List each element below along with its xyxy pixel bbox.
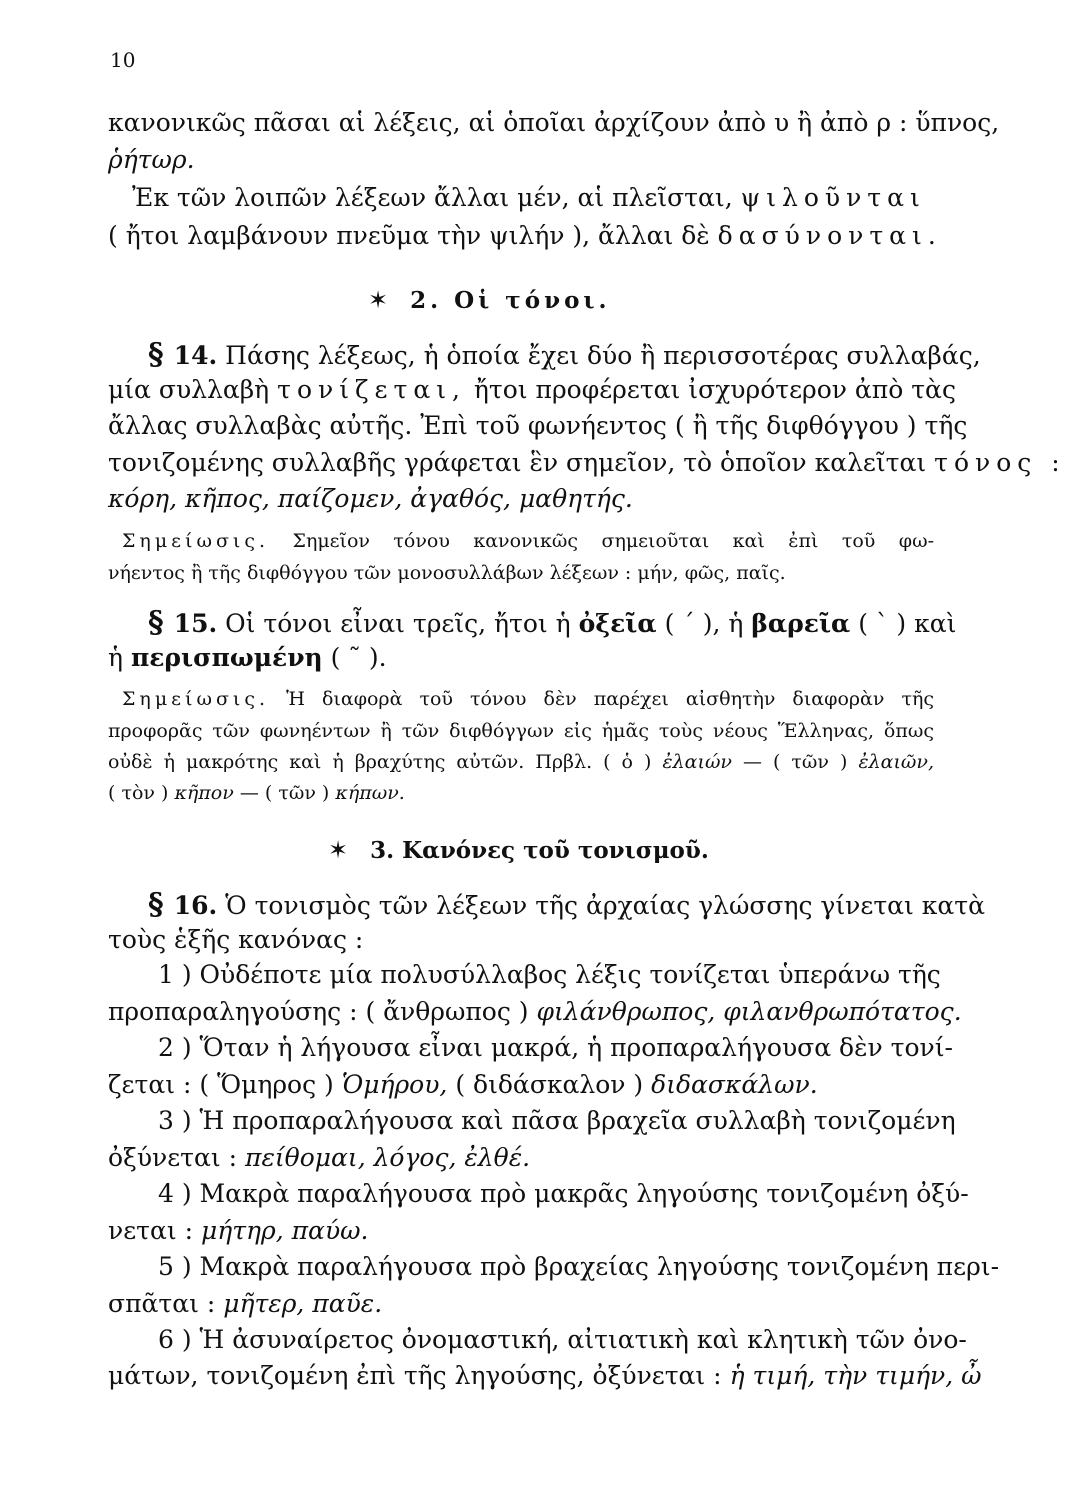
section-sign: § <box>148 605 164 640</box>
page-number: 10 <box>110 48 136 72</box>
rule-1: 1 ) Οὐδέποτε μία πολυσύλλαβος λέξις τονίζεται ὑπεράνω τῆς <box>158 960 941 989</box>
note-line: νήεντος ἢ τῆς διφθόγγου τῶν μονοσυλλάβων λέξεων : μήν, φῶς, παῖς. <box>108 562 786 584</box>
rule-4: 4 ) Μακρὰ παραλήγουσα πρὸ μακρᾶς ληγούσης τονιζομένη ὀξύ- <box>158 1179 969 1208</box>
paragraph-line: ἄλλας συλλαβὰς αὐτῆς. Ἐπὶ τοῦ φωνήεντος ( ἢ τῆς διφθόγγου ) τῆς <box>108 411 968 440</box>
intro-line: ( ἤτοι λαμβάνουν πνεῦμα τὴν ψιλήν ), ἄλλαι δὲ δασύνονται. <box>108 221 942 250</box>
rule-3-cont: ὀξύνεται : πείθομαι, λόγος, ἐλθέ. <box>108 1143 531 1172</box>
paragraph-16: § 16. Ὁ τονισμὸς τῶν λέξεων τῆς ἀρχαίας γλώσσης γίνεται κατὰ <box>148 887 985 922</box>
rule-6-cont: μάτων, τονιζομένη ἐπὶ τῆς ληγούσης, ὀξύνεται : ἡ τιμή, τὴν τιμήν, ὦ <box>108 1361 982 1390</box>
rule-2: 2 ) Ὅταν ἡ λήγουσα εἶναι μακρά, ἡ προπαραλήγουσα δὲν τονί- <box>158 1033 953 1062</box>
note-line: Σημείωσις. Σημεῖον τόνου κανονικῶς σημειοῦται καὶ ἐπὶ τοῦ φω- <box>122 530 935 552</box>
intro-example: ῥήτωρ. <box>108 145 195 174</box>
note-label: Σημείωσις. <box>122 530 270 552</box>
paragraph-line: τονιζομένης συλλαβῆς γράφεται ἓν σημεῖον, τὸ ὁποῖον καλεῖται τόνος : <box>108 448 1066 477</box>
section-sign: § <box>148 887 164 922</box>
rule-5-cont: σπᾶται : μῆτερ, παῦε. <box>108 1289 383 1318</box>
section-heading: ✶ 3. Κανόνες τοῦ τονισμοῦ. <box>328 836 709 864</box>
intro-line: κανονικῶς πᾶσαι αἱ λέξεις, αἱ ὁποῖαι ἀρχίζουν ἀπὸ υ ἢ ἀπὸ ρ : ὕπνος, <box>108 108 1000 137</box>
note-label: Σημείωσις. <box>122 688 270 710</box>
intro-line: Ἐκ τῶν λοιπῶν λέξεων ἄλλαι μέν, αἱ πλεῖσται, ψιλοῦνται <box>132 183 926 212</box>
rule-4-cont: νεται : μήτηρ, παύω. <box>108 1216 369 1245</box>
paragraph-line: ἡ περισπωμένη ( ῀ ). <box>108 643 387 672</box>
rule-3: 3 ) Ἡ προπαραλήγουσα καὶ πᾶσα βραχεῖα συλλαβὴ τονιζομένη <box>158 1106 956 1135</box>
rule-5: 5 ) Μακρὰ παραλήγουσα πρὸ βραχείας ληγούσης τονιζομένη περι- <box>158 1252 1000 1281</box>
note-line: οὐδὲ ἡ μακρότης καὶ ἡ βραχύτης αὐτῶν. Πρβλ. ( ὁ ) ἐλαιών — ( τῶν ) ἐλαιῶν, <box>108 751 935 773</box>
rule-2-cont: ζεται : ( Ὅμηρος ) Ὁμήρου, ( διδάσκαλον ) διδασκάλων. <box>108 1070 818 1099</box>
star-icon: ✶ <box>328 836 349 864</box>
note-line: προφορᾶς τῶν φωνηέντων ἢ τῶν διφθόγγων εἰς ἡμᾶς τοὺς νέους Ἕλληνας, ὅπως <box>108 720 934 742</box>
paragraph-examples: κόρη, κῆπος, παίζομεν, ἀγαθός, μαθητής. <box>108 484 633 513</box>
note-line: Σημείωσις. Ἡ διαφορὰ τοῦ τόνου δὲν παρέχει αἰσθητὴν διαφορὰν τῆς <box>122 688 934 710</box>
paragraph-15: § 15. Οἱ τόνοι εἶναι τρεῖς, ἤτοι ἡ ὀξεῖα ( ΄ ), ἡ βαρεῖα ( ` ) καὶ <box>148 605 957 640</box>
rule-6: 6 ) Ἡ ἀσυναίρετος ὀνομαστική, αἰτιατικὴ καὶ κλητικὴ τῶν ὀνο- <box>158 1325 967 1354</box>
paragraph-line: μία συλλαβὴ τονίζεται, ἤτοι προφέρεται ἰσχυρότερον ἀπὸ τὰς <box>108 375 956 404</box>
rule-1-cont: προπαραληγούσης : ( ἄνθρωπος ) φιλάνθρωπος, φιλανθρωπότατος. <box>108 997 962 1026</box>
note-line: ( τὸν ) κῆπον — ( τῶν ) κήπων. <box>108 782 405 804</box>
paragraph-line: τοὺς ἑξῆς κανόνας : <box>108 925 364 954</box>
star-icon: ✶ <box>368 286 389 314</box>
section-heading: ✶ 2. Οἱ τόνοι. <box>368 286 611 314</box>
section-sign: § <box>148 337 164 372</box>
paragraph-14: § 14. Πάσης λέξεως, ἡ ὁποία ἔχει δύο ἢ περισσοτέρας συλλαβάς, <box>148 337 981 372</box>
